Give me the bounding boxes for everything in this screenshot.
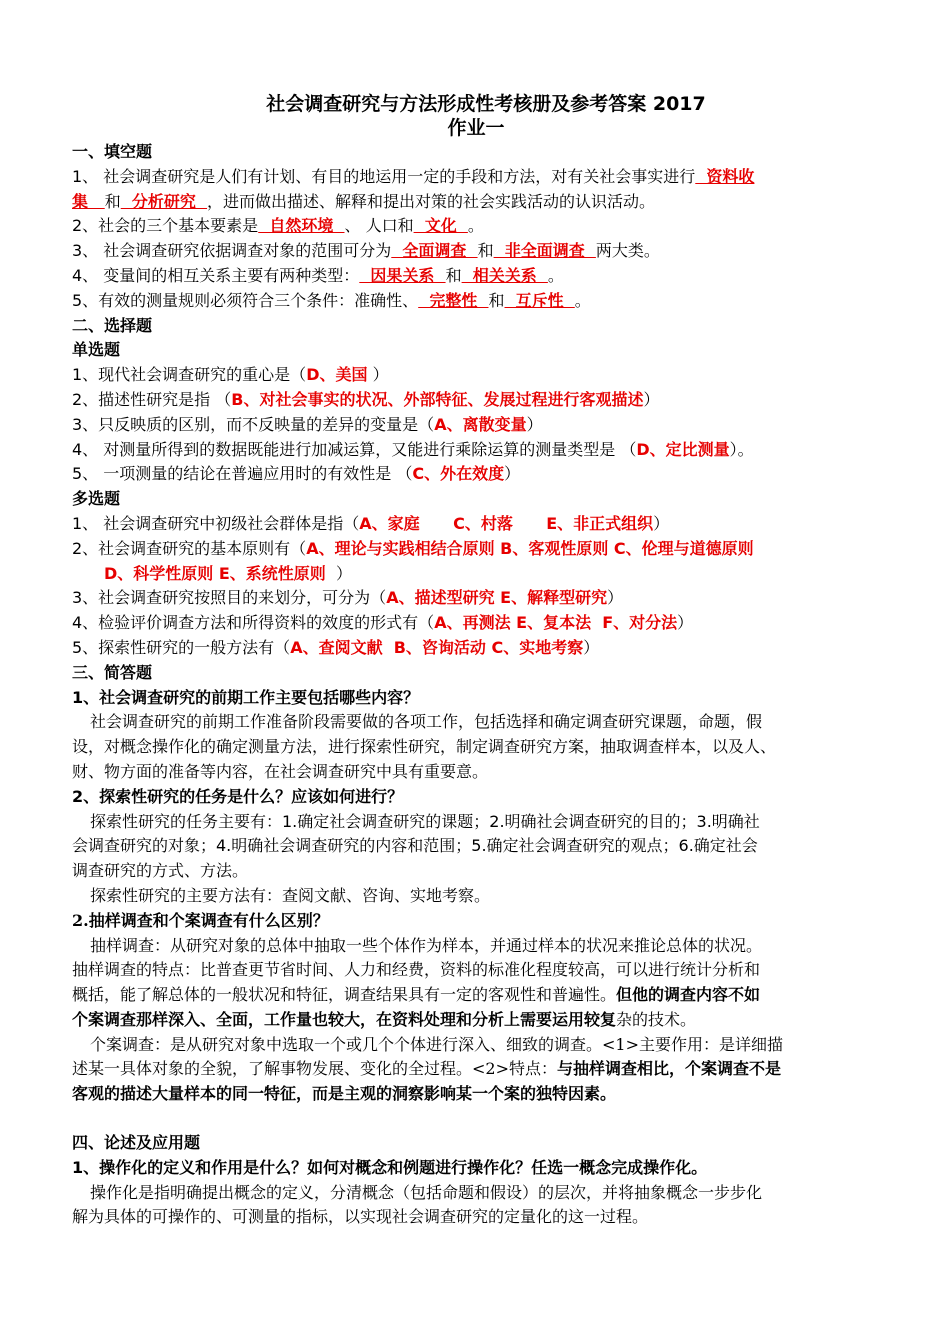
short-q3-answer-line: 抽样调查：从研究对象的总体中抽取一些个体作为样本，并通过样本的状况来推论总体的状况。 xyxy=(90,935,763,955)
section-heading-essay: 四、论述及应用题 xyxy=(72,1133,201,1153)
spacer xyxy=(72,1107,880,1131)
single-q4: 4、 对测量所得到的数据既能进行加减运算，又能进行乘除运算的测量类型是 （D、定比测量）。 xyxy=(72,439,754,459)
short-q2-answer-line: 探索性研究的任务主要有：1.确定社会调查研究的课题；2.明确社会调查研究的目的；3.明确社 xyxy=(90,811,760,831)
fill-q2: 2、社会的三个基本要素是 自然环境 、 人口和 文化 。 xyxy=(72,216,484,236)
short-q3-answer-line: 个案调查：是从研究对象中选取一个或几个个体进行深入、细致的调查。<1>主要作用：是详细描 xyxy=(90,1034,783,1054)
subheading-multi-choice: 多选题 xyxy=(72,489,121,509)
short-q1-answer-line: 社会调查研究的前期工作准备阶段需要做的各项工作，包括选择和确定调查研究课题，命题，假 xyxy=(90,712,763,732)
short-q2-question: 2、探索性研究的任务是什么？应该如何进行？ xyxy=(72,786,404,806)
multi-q4: 4、检验评价调查方法和所得资料的效度的形式有（A、再测法 E、复本法 F、对分法） xyxy=(72,613,694,633)
fill-q1-cont: 集 和 分析研究 ，进而做出描述、解释和提出对策的社会实践活动的认识活动。 xyxy=(72,191,656,211)
subheading-single-choice: 单选题 xyxy=(72,340,121,360)
document-page xyxy=(72,92,880,1230)
single-q3: 3、只反映质的区别，而不反映量的差异的变量是（A、离散变量） xyxy=(72,414,543,434)
short-q2-answer-line: 会调查研究的对象；4.明确社会调查研究的内容和范围；5.确定社会调查研究的观点；6.确定社会 xyxy=(72,836,758,856)
fill-q3: 3、 社会调查研究依据调查对象的范围可分为 全面调查 和 非全面调查 两大类。 xyxy=(72,241,660,261)
document-title: 社会调查研究与方法形成性考核册及参考答案 2017 xyxy=(266,93,706,115)
essay-q1-answer-line: 解为具体的可操作的、可测量的指标，以实现社会调查研究的定量化的这一过程。 xyxy=(72,1207,649,1227)
single-q2: 2、描述性研究是指 （B、对社会事实的状况、外部特征、发展过程进行客观描述） xyxy=(72,389,660,409)
single-q5: 5、 一项测量的结论在普遍应用时的有效性是 （C、外在效度） xyxy=(72,464,521,484)
short-q3-answer-line: 客观的描述大量样本的同一特征，而是主观的洞察影响某一个案的独特因素。 xyxy=(72,1084,617,1104)
document-subtitle: 作业一 xyxy=(447,117,505,139)
multi-q2: 2、社会调查研究的基本原则有（A、理论与实践相结合原则 B、客观性原则 C、伦理与道德原则 xyxy=(72,538,754,558)
short-q1-answer-line: 设，对概念操作化的确定测量方法，进行探索性研究，制定调查研究方案，抽取调查样本，以及人、 xyxy=(72,737,777,757)
short-q3-answer-line: 个案调查那样深入、全面，工作量也较大，在资料处理和分析上需要运用较复杂的技术。 xyxy=(72,1009,697,1029)
fill-q5: 5、有效的测量规则必须符合三个条件：准确性、 完整性 和 互斥性 。 xyxy=(72,290,591,310)
short-q1-answer-line: 财、物方面的准备等内容，在社会调查研究中具有重要意。 xyxy=(72,761,489,781)
section-heading-fill-blank: 一、填空题 xyxy=(72,142,153,161)
short-q3-answer-line: 概括，能了解总体的一般状况和特征，调查结果具有一定的客观性和普遍性。但他的调查内容不如 xyxy=(72,985,761,1005)
short-q3-answer-line: 抽样调查的特点：比普查更节省时间、人力和经费，资料的标准化程度较高，可以进行统计分析和 xyxy=(72,960,761,980)
short-q1-question: 1、社会调查研究的前期工作主要包括哪些内容？ xyxy=(72,687,420,707)
section-heading-choice: 二、选择题 xyxy=(72,315,153,335)
short-q3-answer-line: 述某一具体对象的全貌，了解事物发展、变化的全过程。<2>特点：与抽样调查相比，个案调查不是 xyxy=(72,1059,782,1079)
multi-q5: 5、探索性研究的一般方法有（A、查阅文献 B、咨询活动 C、实地考察） xyxy=(72,637,600,657)
short-q2-answer-line: 调查研究的方式、方法。 xyxy=(72,861,249,881)
short-q2-answer-line: 探索性研究的主要方法有：查阅文献、咨询、实地考察。 xyxy=(90,885,491,905)
section-heading-short-answer: 三、简答题 xyxy=(72,662,153,682)
multi-q3: 3、社会调查研究按照目的来划分，可分为（A、描述型研究 E、解释型研究） xyxy=(72,588,624,608)
fill-q1: 1、 社会调查研究是人们有计划、有目的地运用一定的手段和方法，对有关社会事实进行 资料收 xyxy=(72,166,755,186)
multi-q1: 1、 社会调查研究中初级社会群体是指（A、家庭 C、村落 E、非正式组织） xyxy=(72,513,670,533)
fill-q4: 4、 变量间的相互关系主要有两种类型： 因果关系 和 相关关系 。 xyxy=(72,265,564,285)
single-q1: 1、现代社会调查研究的重心是（D、美国 ） xyxy=(72,365,389,385)
multi-q2-cont: D、科学性原则 E、系统性原则 ） xyxy=(104,563,352,583)
essay-q1-question: 1、操作化的定义和作用是什么？如何对概念和例题进行操作化？任选一概念完成操作化。 xyxy=(72,1157,708,1177)
short-q3-question: 2.抽样调查和个案调查有什么区别？ xyxy=(72,910,329,930)
essay-q1-answer-line: 操作化是指明确提出概念的定义，分清概念（包括命题和假设）的层次，并将抽象概念一步步化 xyxy=(90,1182,763,1202)
